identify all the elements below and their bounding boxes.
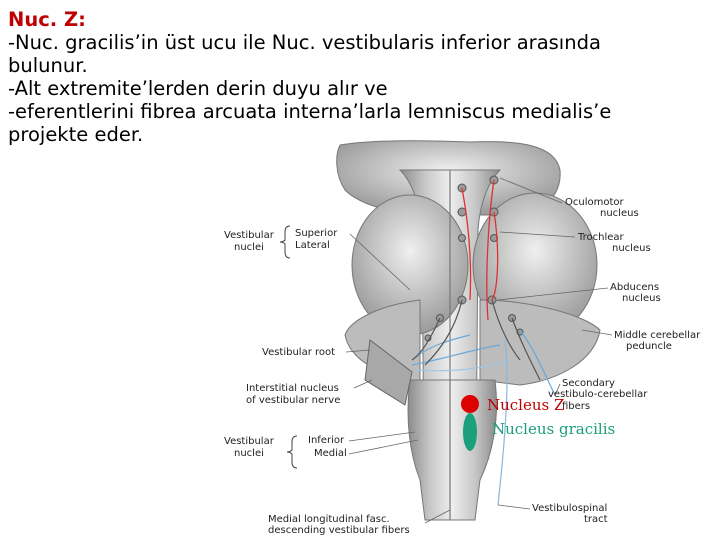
label-nuclei-top: nuclei — [234, 242, 264, 253]
label-nuclei-bottom: nuclei — [234, 448, 264, 459]
label-superior: Superior — [295, 228, 338, 239]
nucleus-z-marker — [461, 395, 479, 413]
slide-text — [8, 8, 648, 146]
nucleus-gracilis-marker — [463, 413, 477, 451]
nucleus-z-label: Nucleus Z — [487, 396, 565, 414]
label-medial: Medial — [314, 448, 347, 459]
slide-heading: Nuc. Z: — [8, 8, 86, 31]
label-vestibular-bottom: Vestibular — [224, 436, 274, 447]
slide-line-1: -Nuc. gracilis’in üst ucu ile Nuc. vestibularis inferior arasında — [8, 31, 601, 54]
label-mlf: Medial longitudinal fasc. — [268, 514, 390, 525]
brainstem-shape — [337, 141, 600, 520]
slide-line-3: -Alt extremite’lerden derin duyu alır ve — [8, 77, 388, 100]
slide-line-4: -eferentlerini fibrea arcuata interna’larla lemniscus medialis’e — [8, 100, 612, 123]
label-fibers: fibers — [562, 401, 591, 412]
label-vestibulo-cerebellar: vestibulo-cerebellar — [548, 389, 648, 400]
label-lateral: Lateral — [295, 240, 330, 251]
label-of-vestibular-nerve: of vestibular nerve — [246, 395, 341, 406]
label-trochlear-nucleus: nucleus — [612, 243, 651, 254]
label-oculomotor-nucleus: nucleus — [600, 208, 639, 219]
label-middle-cerebellar: Middle cerebellar — [614, 330, 701, 341]
label-abducens-nucleus: nucleus — [622, 293, 661, 304]
label-vestibular-root: Vestibular root — [262, 347, 336, 358]
label-descending-vestibular: descending vestibular fibers — [268, 525, 410, 536]
label-abducens: Abducens — [610, 282, 660, 293]
nucleus-gracilis-label: Nucleus gracilis — [492, 420, 616, 438]
label-vestibular-top: Vestibular — [224, 230, 274, 241]
label-secondary: Secondary — [562, 378, 615, 389]
slide-line-2: bulunur. — [8, 54, 88, 77]
label-inferior: Inferior — [308, 435, 345, 446]
label-vestibulospinal: Vestibulospinal — [532, 503, 608, 514]
label-tract: tract — [584, 514, 608, 525]
label-oculomotor: Oculomotor — [565, 197, 624, 208]
label-peduncle: peduncle — [626, 341, 672, 352]
label-trochlear: Trochlear — [578, 232, 624, 243]
label-interstitial: Interstitial nucleus — [246, 383, 339, 394]
slide-line-5: projekte eder. — [8, 123, 144, 146]
